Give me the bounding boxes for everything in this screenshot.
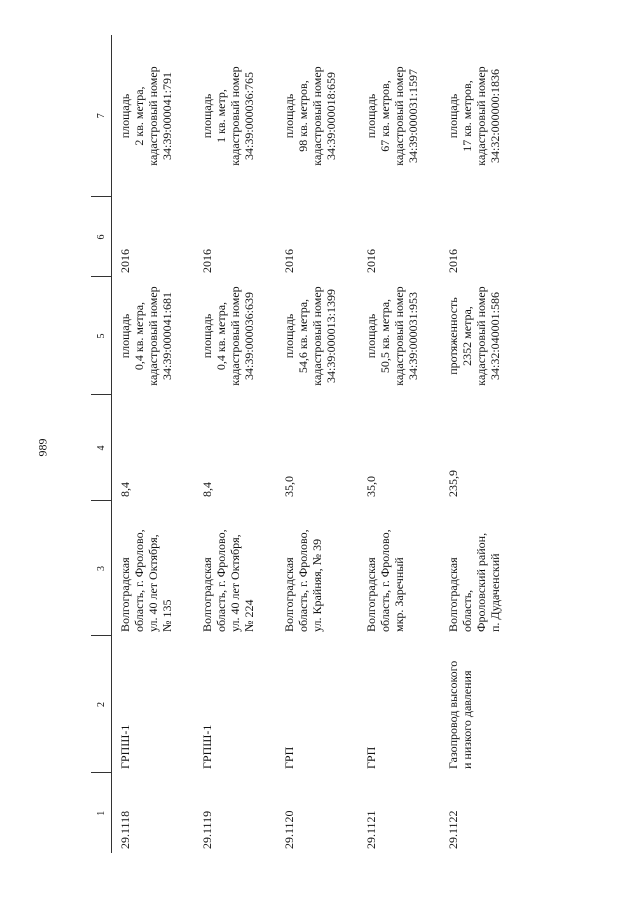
text-line: кадастровый номер xyxy=(310,66,324,166)
text-line: 0,4 кв. метра, xyxy=(132,301,146,371)
text-line: ГРП xyxy=(282,746,296,769)
text-line: кадастровый номер xyxy=(392,286,406,386)
text-line: область, xyxy=(460,589,474,632)
land-plot xyxy=(194,35,276,197)
object-year: 2016 xyxy=(364,249,378,273)
land-plot xyxy=(440,35,522,197)
text-line: площадь xyxy=(200,313,214,359)
text-line: Волгоградская xyxy=(200,557,214,632)
text-line: 0,4 кв. метра, xyxy=(214,301,228,371)
text-line: 2352 метра, xyxy=(460,306,474,366)
object-year: 2016 xyxy=(446,249,460,273)
table-row xyxy=(276,35,358,853)
text-line: область, г. Фролово, xyxy=(132,529,146,632)
object-characteristic xyxy=(276,277,358,395)
text-line: кадастровый номер xyxy=(228,66,242,166)
text-line: 67 кв. метров, xyxy=(378,80,392,152)
object-address xyxy=(112,501,195,636)
object-address xyxy=(276,501,358,636)
text-line: Газопровод высокого xyxy=(446,660,460,769)
object-address xyxy=(194,501,276,636)
text-line: область, г. Фролово, xyxy=(378,529,392,632)
text-line: Фроловский район, xyxy=(474,532,488,632)
table-row xyxy=(194,35,276,853)
text-line: ГРПШ-1 xyxy=(118,724,132,769)
text-line: № 224 xyxy=(242,599,256,632)
column-header-7: 7 xyxy=(91,35,112,197)
row-id: 29.1122 xyxy=(446,810,460,849)
text-line: кадастровый номер xyxy=(474,286,488,386)
text-line: 34:39:000041:681 xyxy=(160,292,174,381)
text-line: ул. 40 лет Октября, xyxy=(228,534,242,632)
column-header-2: 2 xyxy=(91,636,112,773)
text-line: ул. 40 лет Октября, xyxy=(146,534,160,632)
object-year: 2016 xyxy=(282,249,296,273)
text-line: 34:39:000031:1597 xyxy=(406,69,420,164)
text-line: площадь xyxy=(200,93,214,139)
text-line: 2 кв. метра, xyxy=(132,86,146,146)
text-line: Волгоградская xyxy=(446,557,460,632)
object-value: 8,4 xyxy=(118,482,132,497)
land-plot xyxy=(358,35,440,197)
row-id: 29.1120 xyxy=(282,810,296,849)
row-id: 29.1118 xyxy=(118,810,132,849)
text-line: п. Дудаченский xyxy=(488,553,502,632)
column-header-5: 5 xyxy=(91,277,112,395)
column-header-1: 1 xyxy=(91,773,112,853)
text-line: кадастровый номер xyxy=(146,286,160,386)
text-line: 34:39:000036:765 xyxy=(242,72,256,161)
text-line: площадь xyxy=(282,313,296,359)
text-line: область, г. Фролово, xyxy=(296,529,310,632)
text-line: 34:39:000041:791 xyxy=(160,72,174,161)
text-line: 17 кв. метров, xyxy=(460,80,474,152)
table-row xyxy=(440,35,522,853)
object-year: 2016 xyxy=(200,249,214,273)
object-value: 235,9 xyxy=(446,470,460,497)
rotated-table-container xyxy=(91,35,607,853)
table-row xyxy=(112,35,195,853)
object-name xyxy=(358,636,440,773)
object-address xyxy=(358,501,440,636)
text-line: 34:39:000013:1399 xyxy=(324,289,338,384)
text-line: 34:32:000000:1836 xyxy=(488,69,502,164)
text-line: протяженность xyxy=(446,297,460,375)
text-line: площадь xyxy=(364,313,378,359)
text-line: площадь xyxy=(282,93,296,139)
text-line: ГРПШ-1 xyxy=(200,724,214,769)
text-line: 34:39:000018:659 xyxy=(324,72,338,161)
text-line: ул. Крайняя, № 39 xyxy=(310,538,324,632)
text-line: Волгоградская xyxy=(282,557,296,632)
land-plot xyxy=(276,35,358,197)
text-line: область, г. Фролово, xyxy=(214,529,228,632)
text-line: Волгоградская xyxy=(118,557,132,632)
row-id: 29.1121 xyxy=(364,810,378,849)
object-address xyxy=(440,501,522,636)
object-name xyxy=(112,636,195,773)
column-header-6: 6 xyxy=(91,197,112,277)
text-line: 34:32:040001:586 xyxy=(488,292,502,381)
object-name xyxy=(276,636,358,773)
text-line: мкр. Заречный xyxy=(392,557,406,632)
text-line: 54,6 кв. метра, xyxy=(296,298,310,374)
text-line: 50,5 кв. метра, xyxy=(378,298,392,374)
text-line: площадь xyxy=(446,93,460,139)
text-line: 34:39:000036:639 xyxy=(242,292,256,381)
text-line: кадастровый номер xyxy=(474,66,488,166)
text-line: кадастровый номер xyxy=(228,286,242,386)
object-characteristic xyxy=(440,277,522,395)
column-header-3: 3 xyxy=(91,501,112,636)
text-line: Волгоградская xyxy=(364,557,378,632)
object-value: 35,0 xyxy=(364,476,378,497)
land-plot xyxy=(112,35,195,197)
registry-table xyxy=(91,35,522,853)
object-characteristic xyxy=(112,277,195,395)
text-line: 1 кв. метр, xyxy=(214,89,228,143)
text-line: и низкого давления xyxy=(460,670,474,769)
text-line: кадастровый номер xyxy=(310,286,324,386)
row-id: 29.1119 xyxy=(200,810,214,849)
object-value: 8,4 xyxy=(200,482,214,497)
text-line: ГРП xyxy=(364,746,378,769)
text-line: площадь xyxy=(364,93,378,139)
text-line: кадастровый номер xyxy=(146,66,160,166)
table-row xyxy=(358,35,440,853)
text-line: площадь xyxy=(118,93,132,139)
object-characteristic xyxy=(358,277,440,395)
text-line: площадь xyxy=(118,313,132,359)
text-line: 98 кв. метров, xyxy=(296,80,310,152)
header-row xyxy=(91,35,112,853)
object-name xyxy=(194,636,276,773)
object-name xyxy=(440,636,522,773)
column-header-4: 4 xyxy=(91,395,112,501)
page-number: 989 xyxy=(35,438,50,457)
text-line: кадастровый номер xyxy=(392,66,406,166)
text-line: 34:39:000031:953 xyxy=(406,292,420,381)
object-year: 2016 xyxy=(118,249,132,273)
object-value: 35,0 xyxy=(282,476,296,497)
text-line: № 135 xyxy=(160,599,174,632)
object-characteristic xyxy=(194,277,276,395)
